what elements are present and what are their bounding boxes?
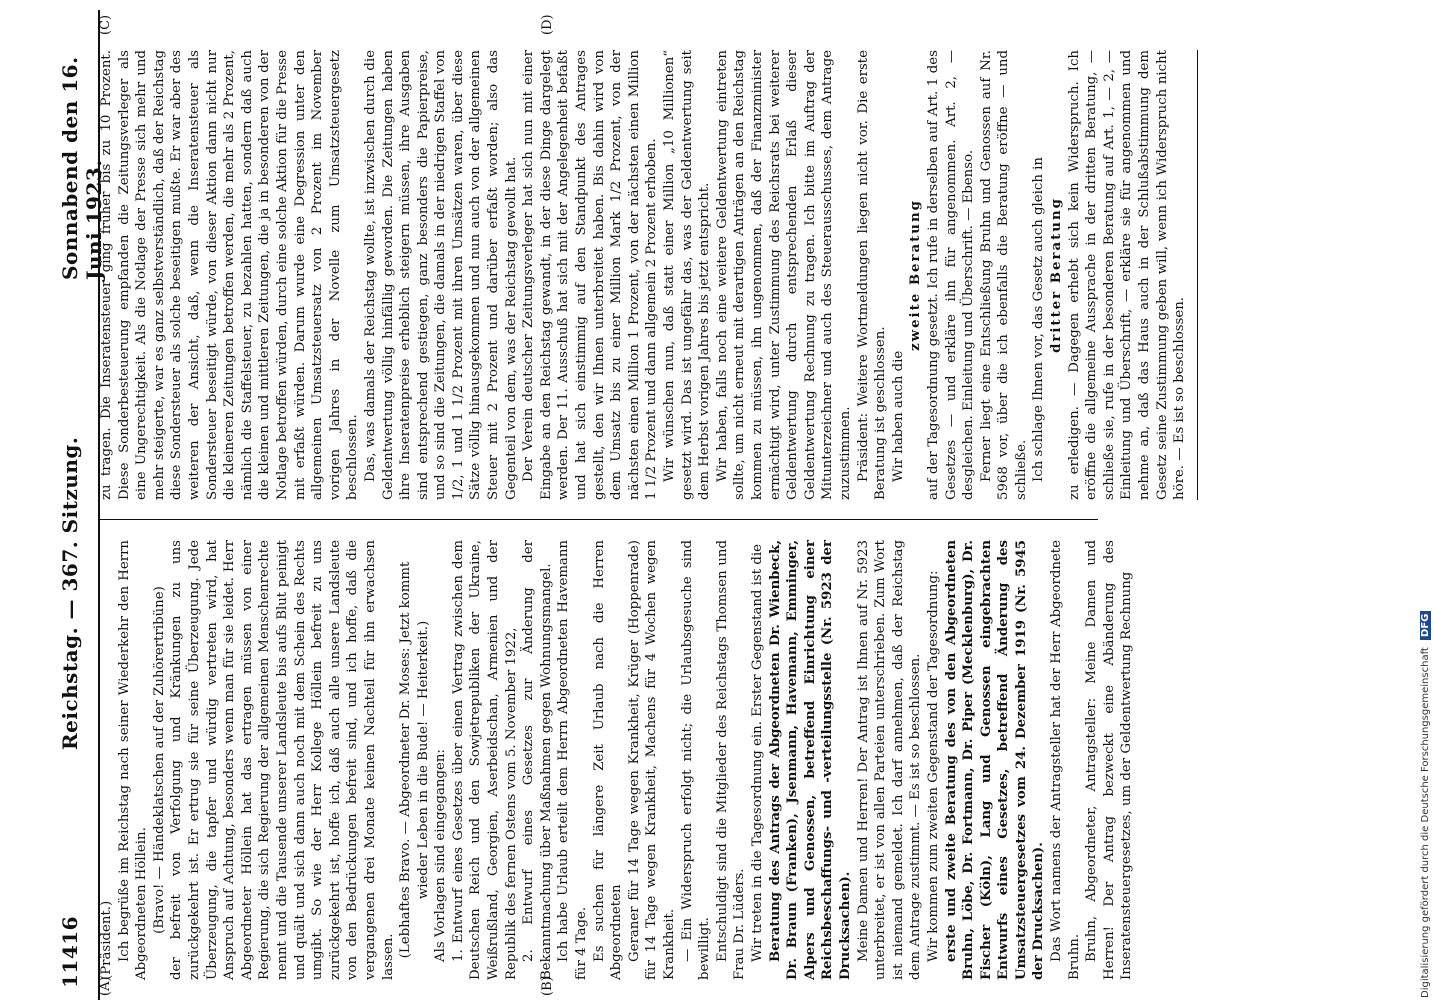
interjection: (Bravo! — Händeklatschen auf der Zuhörertribüne)	[151, 586, 167, 934]
paragraph: Der Verein deutscher Zeitungsverleger hat sich nun mit einer Eingabe an den Reichstag gewandt, in der diese Dinge dargelegt werden. Der 11. Ausschuß hat sich mit der Angelegenheit befaßt und hat sich einstimmig auf den Standpunkt des Antrages gestellt, den wir Ihnen unterbreitet haben. Bis dahin wird von dem Umsatz bis zu einer Million Mark 1/2 Prozent, von der nächsten einen Million 1 Prozent, von der nächsten einen Million 1 1/2 Prozent und dann allgemein 2 Prozent erhoben.	[521, 50, 660, 500]
paragraph: Es suchen für längere Zeit Urlaub nach die Herren Abgeordneten	[591, 540, 625, 980]
margin-marker-b: (B)	[540, 976, 555, 996]
list-item: 2. Entwurf eines Gesetzes zur Änderung der Bekanntmachung über Maßnahmen gegen Wohnungsmangel.	[521, 540, 554, 980]
text-column-right	[98, 50, 1188, 500]
paragraph: Ich schlage Ihnen vor, das Gesetz auch gleich in	[1031, 157, 1047, 482]
rotated-newspaper-page	[40, 10, 1420, 1000]
paragraph: Meine Damen und Herren! Der Antrag ist Ihnen auf Nr. 5923 unterbreitet, er ist von allen Parteien unterschrieben. Zum Wort ist niemand gemeldet. Ich darf annehmen, daß der Reichstag dem Antrage zustimmt. — Es ist so beschlossen.	[855, 540, 924, 980]
end-rule	[1197, 50, 1198, 500]
margin-marker-c: (C)	[98, 14, 113, 35]
column-divider	[98, 519, 1098, 520]
credit-text: Digitalisierung gefördert durch die Deutsche Forschungsgemeinschaft	[1420, 647, 1431, 998]
paragraph: Ich begrüße im Reichstag nach seiner Wiederkehr den Herrn Abgeordneten Höllein.	[116, 540, 150, 980]
paragraph: Bruhn, Abgeordneter, Antragsteller: Meine Damen und Herren! Der Antrag bezweckt eine Abänderung des Inseratensteuergesetzes, um der Geldentwertung Rechnung	[1084, 540, 1135, 980]
speaker-tag: (Präsident.)	[99, 900, 114, 980]
paragraph: Das, was damals der Reichstag wollte, ist inzwischen durch die Geldentwertung völlig hinfällig geworden. Die Zeitungen haben ihre Inseratenpreise erheblich steigern müssen, ihre Ausgaben sind entsprechend gestiegen, ganz besonders die Papierpreise, und so sind die Zeitungen, die damals in der niedrigen Staffel von 1/2, 1 und 1 1/2 Prozent mit ihren Umsätzen waren, über diese Sätze völlig hinausgekommen und nun auch von der allgemeinen Steuer mit 2 Prozent und darüber erfaßt worden; also das Gegenteil von dem, was der Reichstag gewollt hat.	[362, 50, 519, 500]
text-column-left	[98, 540, 1135, 980]
session-date: Sonnabend den 16. Juni 1923.	[58, 56, 106, 280]
paragraph: der befreit von Verfolgung und Kränkungen zu uns zurückgekehrt ist. Er ertrug sie für seine Überzeugung. Jede Überzeugung, die tapfer und würdig vertreten wird, hat Anspruch auf Achtung, besonders wenn man für sie leidet. Herr Abgeordneter Höllein hat das ertragen müssen von einer Regierung, die sich Regierung der allgemeinen Menschenrechte nennt und die Tausende unserer Landsleute bis aufs Blut peinigt und quält und sich dann auch noch mit dem Schein des Rechts umgibt. So wie der Herr Kollege Höllein befreit zu uns zurückgekehrt ist, hoffe ich, daß auch alle unsere Landsleute von den Bedrückungen befreit sind, und ich hoffe, daß die vergangenen drei Monate keinen Nachteil für ihn erwachsen lassen.	[169, 540, 396, 980]
paragraph: Präsident: Weitere Wortmeldungen liegen nicht vor. Die erste Beratung ist geschlossen.	[855, 50, 889, 500]
running-head	[50, 10, 106, 1000]
paragraph: Wir haben auch die	[890, 350, 906, 482]
agenda-item: Beratung des Antrags der Abgeordneten Dr. Wienbeck, Dr. Braun (Franken), Jsenmann, Havemann, Emminger, Alpers und Genossen, betreffend Einrichtung einer Reichsbeschaffungs- und -verteilungsstelle (Nr. 5923 der Drucksachen).	[767, 540, 853, 980]
paragraph: Ferner liegt eine Entschließung Bruhn und Genossen auf Nr. 5968 vor, über die ich ebenfalls die Beratung eröffne — und schließe.	[978, 50, 1029, 500]
paragraph: Wir haben, falls noch eine weitere Geldentwertung eintreten sollte, um nicht erneut mit derartigen Anträgen an den Reichstag kommen zu müssen, ihn ungenommen, daß der Finanzminister ermächtigt wird, unter Zustimmung des Reichsrats bei weiterer Geldentwertung durch entsprechenden Erlaß dieser Geldentwertung Rechnung zu tragen. Ich bitte im Auftrag der Mitunterzeichner und auch des Steuerausschusses, dem Antrage zuzustimmen.	[714, 50, 853, 500]
paragraph: Ich habe Urlaub erteilt dem Herrn Abgeordneten Havemann für 4 Tage.	[556, 540, 590, 980]
dfg-logo: DFG	[1420, 611, 1431, 640]
margin-marker-d: (D)	[540, 14, 555, 35]
paragraph: — Ein Widerspruch erfolgt nicht; die Urlaubsgesuche sind bewilligt.	[679, 540, 713, 980]
section-heading: dritter Beratung	[1049, 197, 1065, 353]
paragraph: Als Vorlagen sind eingegangen:	[433, 749, 449, 962]
paragraph: Entschuldigt sind die Mitglieder des Reichstags Thomsen und Frau Dr. Lüders.	[714, 540, 748, 980]
session-title: Reichstag. — 367. Sitzung.	[58, 436, 82, 750]
paragraph: Geraner für 14 Tage wegen Krankheit, Krüger (Hoppenrade) für 14 Tage wegen Krankheit, Machens für 4 Wochen wegen Krankheit.	[626, 540, 677, 980]
list-item: 1. Entwurf eines Gesetzes über einen Vertrag zwischen dem Deutschen Reich und den Sowjetrepubliken der Ukraine, Weißrußland, Georgien, Aserbeidschan, Armenien und der Republik des fernen Ostens vom 5. November 1922,	[450, 540, 519, 980]
paragraph: zu erledigen. — Dagegen erhebt sich kein Widerspruch. Ich eröffne die allgemeine Aussprache in der dritten Beratung, — schließe sie, rufe in der besonderen Beratung auf Art. 1, — 2, — Einleitung und Überschrift, — erkläre sie für angenommen und nehme an, daß das Haus auch in der Schlußabstimmung dem Gesetz seine Zustimmung geben will, wenn ich Widerspruch nicht höre. — Es ist so beschlossen.	[1066, 50, 1188, 500]
paragraph: Wir treten in die Tagesordnung ein. Erster Gegenstand ist die	[749, 544, 765, 962]
page-number: 11416	[58, 915, 82, 988]
paragraph: auf der Tagesordnung gesetzt. Ich rufe in derselben auf Art. 1 des Gesetzes — und erkläre ihn für angenommen. Art. 2, — desgleichen. Einleitung und Überschrift. — Ebenso.	[925, 50, 977, 500]
interjection: (Lebhaftes Bravo. — Abgeordneter Dr. Moses: Jetzt kommt wieder Leben in die Bude! — Heiterkeit.)	[398, 561, 431, 959]
paragraph: Wir wünschen nun, daß statt einer Million „10 Millionen“ gesetzt wird. Das ist ungefähr das, was der Geldentwertung seit dem Herbst vorigen Jahres bis jetzt entspricht.	[662, 50, 713, 500]
paragraph: zu tragen. Die Inseratensteuer ging früher bis zu 10 Prozent. Diese Sonderbesteuerung empfanden die Zeitungsverleger als eine Ungerechtigkeit. Als die Notlage der Presse sich mehr und mehr steigerte, war es ganz selbstverständlich, daß der Reichstag diese Sondersteuer als solche beseitigen mußte. Er war aber des weiteren der Ansicht, daß, wenn die Inseratensteuer als Sondersteuer beseitigt würde, von dieser Aktion dann nicht nur die kleineren Zeitungen betroffen werden, die mehr als 2 Prozent, nämlich die Staffelsteuer, zu bezahlen hatten, sondern daß auch die kleinen und mittleren Zeitungen, die ja in besonderen von der Notlage betroffen würden, durch eine solche Aktion für die Presse mit erfaßt würden. Darum wurde eine Degression unter den allgemeinen Umsatzsteuersatz von 2 Prozent im November vorigen Jahres in der Novelle zum Umsatzsteuergesetz beschlossen.	[99, 50, 361, 500]
margin-marker-a: (A)	[98, 976, 113, 996]
section-heading: zweite Beratung	[908, 199, 924, 351]
digitization-credit	[1420, 8, 1434, 998]
paragraph: Das Wort namens der Antragsteller hat der Herr Abgeordnete Bruhn.	[1049, 540, 1082, 980]
agenda-item: erste und zweite Beratung des von den Abgeordneten Bruhn, Löbe, Dr. Fortmann, Dr. Piper (Mecklenburg), Dr. Fischer (Köln), Lang und Genossen eingebrachten Entwurfs eines Gesetzes, betreffend Änderung des Umsatzsteuergesetzes vom 24. Dezember 1919 (Nr. 5945 der Drucksachen).	[943, 540, 1047, 980]
paragraph: Wir kommen zum zweiten Gegenstand der Tagesordnung:	[925, 570, 941, 962]
